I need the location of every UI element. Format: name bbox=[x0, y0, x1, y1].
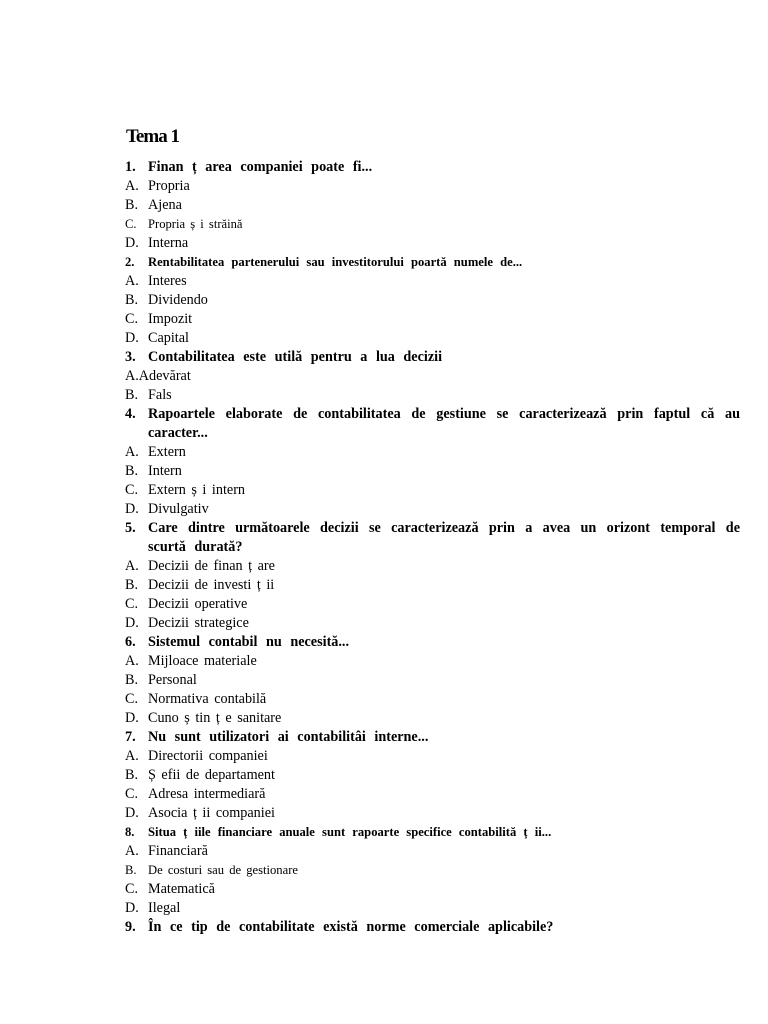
page-title: Tema 1 bbox=[126, 126, 179, 147]
option-letter: B. bbox=[125, 767, 139, 783]
option-text: Ș efii de departament bbox=[148, 767, 275, 783]
question-text: Contabilitatea este utilă pentru a lua decizii bbox=[148, 349, 443, 365]
option-text: Propria ș i străină bbox=[148, 217, 243, 231]
option-letter: C. bbox=[125, 311, 139, 327]
option-letter: A. bbox=[125, 273, 139, 289]
option-letter: C. bbox=[125, 691, 139, 707]
answer-option bbox=[125, 310, 740, 329]
question-number: 4. bbox=[125, 406, 136, 422]
question bbox=[125, 918, 740, 937]
option-letter: A. bbox=[125, 558, 139, 574]
question bbox=[125, 633, 740, 652]
option-text: Decizii de investi ț ii bbox=[148, 577, 275, 593]
question-number: 9. bbox=[125, 919, 136, 935]
question-list bbox=[125, 158, 740, 937]
answer-option bbox=[125, 291, 740, 310]
option-text: Normativa contabilă bbox=[148, 691, 267, 707]
answer-option bbox=[125, 899, 740, 918]
answer-option bbox=[125, 652, 740, 671]
option-text: Matematică bbox=[148, 881, 215, 897]
option-text: Decizii operative bbox=[148, 596, 248, 612]
option-letter: D. bbox=[125, 330, 139, 346]
option-letter: B. bbox=[125, 672, 139, 688]
answer-option bbox=[125, 614, 740, 633]
question bbox=[125, 158, 740, 177]
option-letter: D. bbox=[125, 615, 139, 631]
answer-option bbox=[125, 272, 740, 291]
answer-option bbox=[125, 766, 740, 785]
option-letter: C. bbox=[125, 217, 137, 231]
option-letter: A. bbox=[125, 368, 139, 384]
question-text: Nu sunt utilizatori ai contabilitâi interne... bbox=[148, 729, 429, 745]
question bbox=[125, 728, 740, 747]
option-text: Personal bbox=[148, 672, 197, 688]
option-letter: D. bbox=[125, 900, 139, 916]
answer-option bbox=[125, 880, 740, 899]
option-text: Interes bbox=[148, 273, 187, 289]
option-letter: A. bbox=[125, 444, 139, 460]
option-text: Extern ș i intern bbox=[148, 482, 246, 498]
question-number: 5. bbox=[125, 520, 136, 536]
option-letter: C. bbox=[125, 786, 139, 802]
question bbox=[125, 823, 740, 842]
option-text: Divulgativ bbox=[148, 501, 209, 517]
question-number: 2. bbox=[125, 255, 135, 269]
option-text: Capital bbox=[148, 330, 189, 346]
answer-option bbox=[125, 462, 740, 481]
question bbox=[125, 405, 740, 443]
option-text: Ajena bbox=[148, 197, 182, 213]
answer-option bbox=[125, 234, 740, 253]
option-text: Dividendo bbox=[148, 292, 208, 308]
answer-option bbox=[125, 386, 740, 405]
question bbox=[125, 519, 740, 557]
option-letter: A. bbox=[125, 178, 139, 194]
question-text: Rentabilitatea partenerului sau investitorului poartă numele de... bbox=[148, 255, 523, 269]
question-number: 1. bbox=[125, 159, 136, 175]
question-text: Care dintre următoarele decizii se caracterizează prin a avea un orizont temporal de scurtă durată? bbox=[148, 520, 740, 555]
option-letter: A. bbox=[125, 653, 139, 669]
question-text: Finan ț area companiei poate fi... bbox=[148, 159, 373, 175]
option-letter: B. bbox=[125, 463, 139, 479]
question bbox=[125, 253, 740, 272]
option-letter: D. bbox=[125, 235, 139, 251]
answer-option bbox=[125, 500, 740, 519]
answer-option bbox=[125, 196, 740, 215]
question-number: 8. bbox=[125, 825, 135, 839]
answer-option bbox=[125, 842, 740, 861]
question-text: În ce tip de contabilitate există norme comerciale aplicabile? bbox=[148, 919, 554, 935]
option-text: Decizii de finan ț are bbox=[148, 558, 275, 574]
option-letter: B. bbox=[125, 292, 139, 308]
question-number: 7. bbox=[125, 729, 136, 745]
option-letter: B. bbox=[125, 387, 139, 403]
question-text: Rapoartele elaborate de contabilitatea de gestiune se caracterizează prin faptul că au caracter... bbox=[148, 406, 740, 441]
answer-option bbox=[125, 215, 740, 234]
option-letter: A. bbox=[125, 748, 139, 764]
option-text: Decizii strategice bbox=[148, 615, 249, 631]
option-letter: B. bbox=[125, 863, 137, 877]
answer-option bbox=[125, 481, 740, 500]
answer-option bbox=[125, 367, 740, 386]
option-text: Asocia ț ii companiei bbox=[148, 805, 275, 821]
option-letter: B. bbox=[125, 197, 139, 213]
option-text: Cuno ș tin ț e sanitare bbox=[148, 710, 282, 726]
answer-option bbox=[125, 329, 740, 348]
option-letter: D. bbox=[125, 710, 139, 726]
option-text: Extern bbox=[148, 444, 186, 460]
answer-option bbox=[125, 576, 740, 595]
option-letter: B. bbox=[125, 577, 139, 593]
answer-option bbox=[125, 690, 740, 709]
option-text: Financiară bbox=[148, 843, 208, 859]
option-text: Interna bbox=[148, 235, 189, 251]
answer-option bbox=[125, 709, 740, 728]
answer-option bbox=[125, 557, 740, 576]
option-text: Impozit bbox=[148, 311, 193, 327]
option-letter: A. bbox=[125, 843, 139, 859]
option-letter: D. bbox=[125, 805, 139, 821]
question-text: Situa ț iile financiare anuale sunt rapoarte specifice contabilită ț ii... bbox=[148, 825, 552, 839]
answer-option bbox=[125, 443, 740, 462]
option-text: De costuri sau de gestionare bbox=[148, 863, 298, 877]
answer-option bbox=[125, 177, 740, 196]
answer-option bbox=[125, 595, 740, 614]
question-text: Sistemul contabil nu necesită... bbox=[148, 634, 350, 650]
option-text: Directorii companiei bbox=[148, 748, 268, 764]
option-text: Ilegal bbox=[148, 900, 181, 916]
option-text: Adevărat bbox=[138, 368, 191, 384]
option-text: Adresa intermediară bbox=[148, 786, 266, 802]
option-letter: D. bbox=[125, 501, 139, 517]
question-number: 6. bbox=[125, 634, 136, 650]
option-letter: C. bbox=[125, 482, 139, 498]
option-text: Fals bbox=[148, 387, 172, 403]
question bbox=[125, 348, 740, 367]
option-text: Propria bbox=[148, 178, 190, 194]
answer-option bbox=[125, 861, 740, 880]
option-text: Mijloace materiale bbox=[148, 653, 257, 669]
answer-option bbox=[125, 785, 740, 804]
question-number: 3. bbox=[125, 349, 136, 365]
answer-option bbox=[125, 804, 740, 823]
answer-option bbox=[125, 747, 740, 766]
option-letter: C. bbox=[125, 881, 139, 897]
answer-option bbox=[125, 671, 740, 690]
option-text: Intern bbox=[148, 463, 182, 479]
option-letter: C. bbox=[125, 596, 139, 612]
